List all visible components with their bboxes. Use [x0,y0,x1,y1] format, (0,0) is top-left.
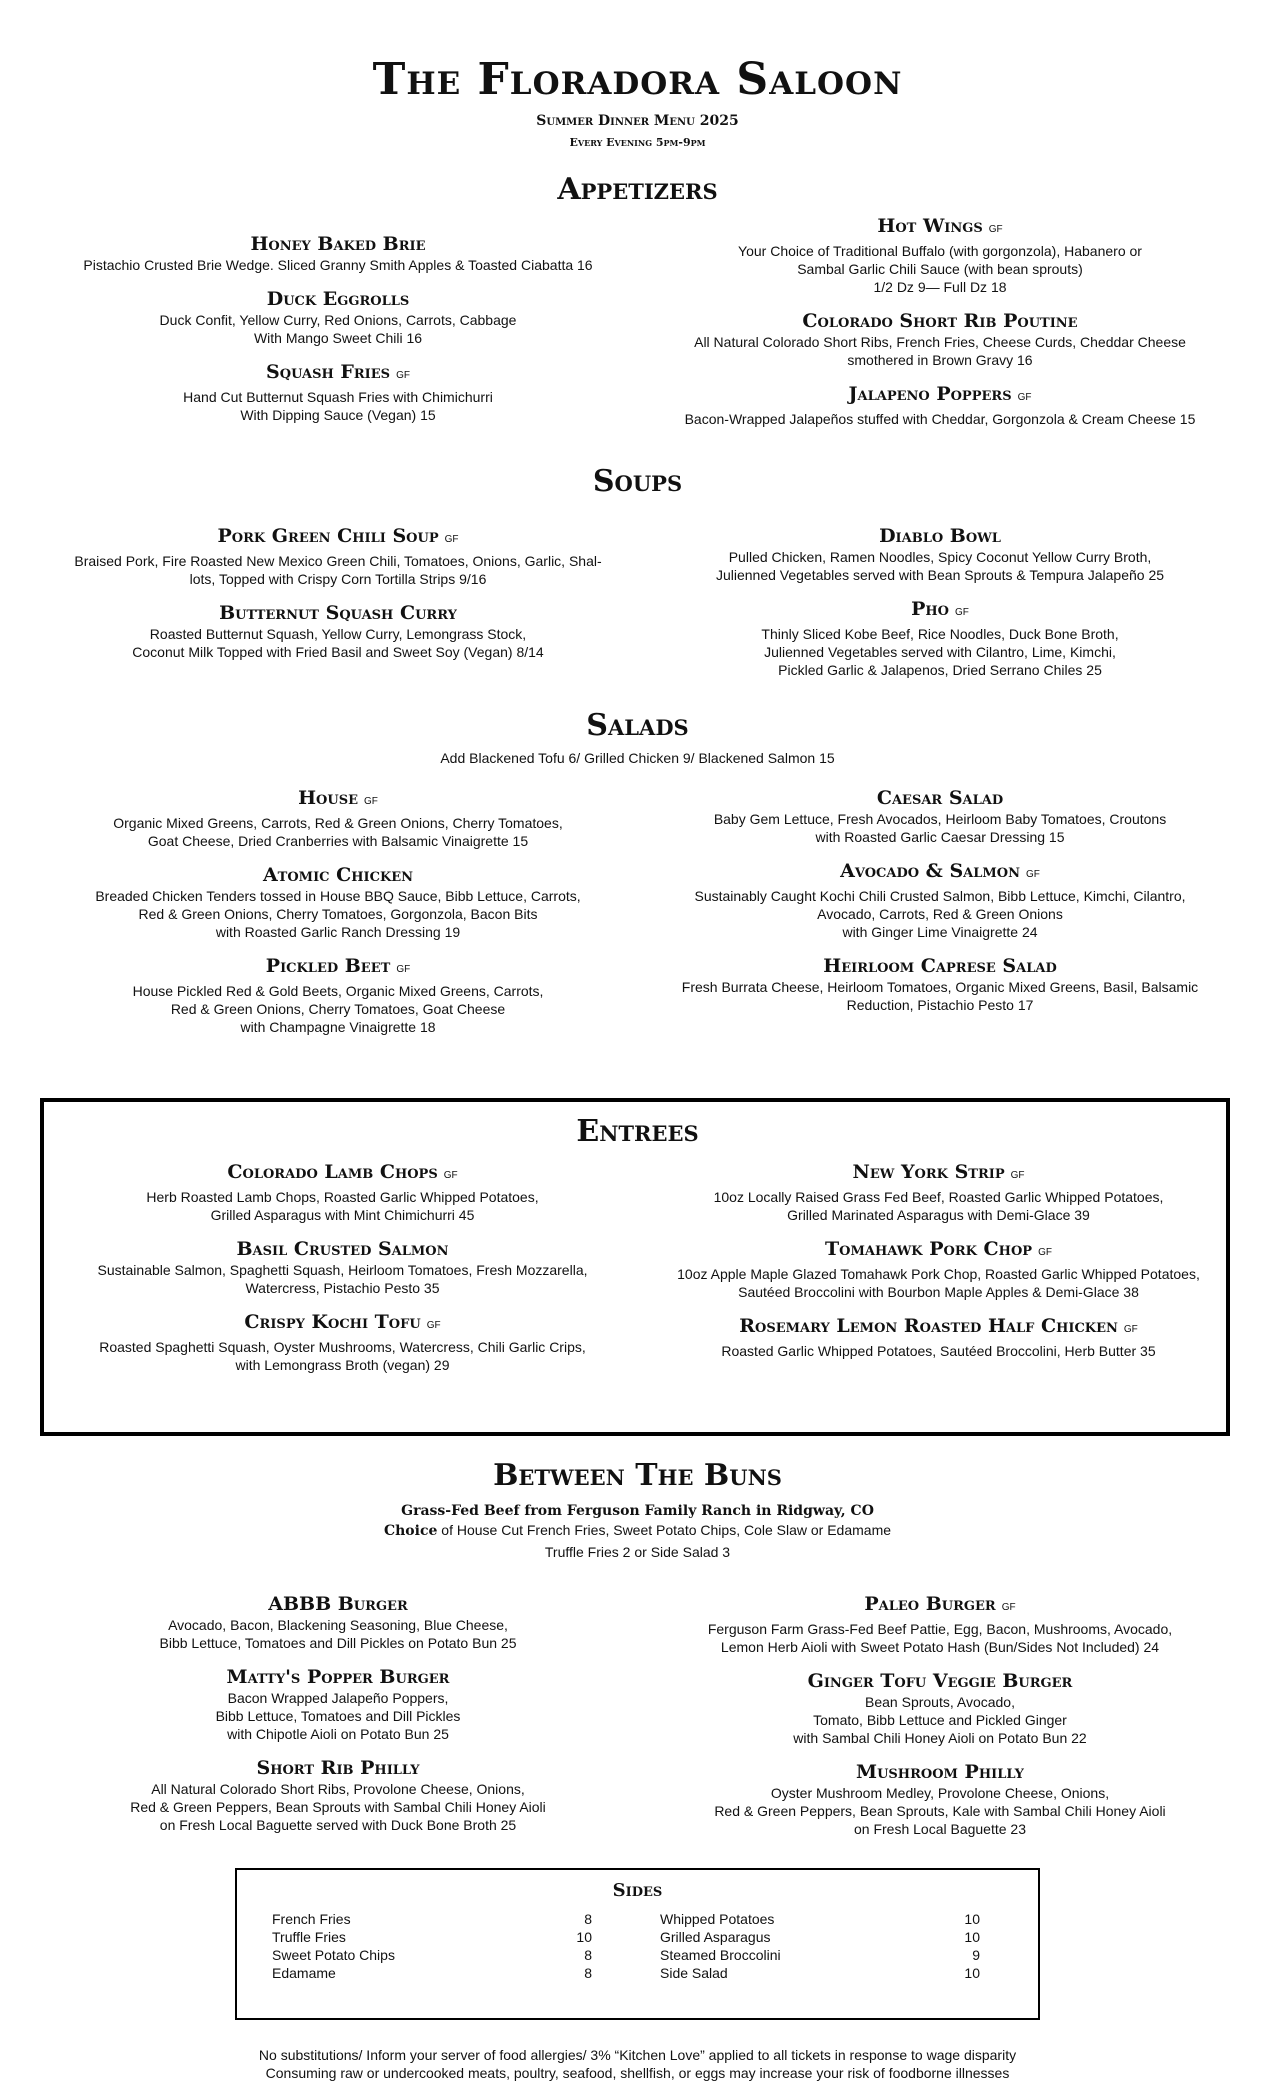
menu-item-description: Organic Mixed Greens, Carrots, Red & Green Onions, Cherry Tomatoes, Goat Cheese, Dried Cranberries with Balsamic Vinaigrette 15 [113,815,563,849]
menu-item-description: 10oz Apple Maple Glazed Tomahawk Pork Chop, Roasted Garlic Whipped Potatoes, Sautéed Broccolini with Bourbon Maple Apples & Demi-Glace 38 [677,1266,1200,1300]
menu-item [55,1237,630,1297]
footer-health-warning: Consuming raw or undercooked meats, poultry, seafood, shellfish, or eggs may increase your risk of foodborne illnesses [265,2065,1010,2081]
side-name: Side Salad [660,1965,728,1981]
menu-item [640,954,1240,1014]
restaurant-title: The Floradora Saloon [372,54,903,105]
menu-item-description: Bacon Wrapped Jalapeño Poppers, Bibb Lettuce, Tomatoes and Dill Pickles with Chipotle Aioli on Potato Bun 25 [215,1690,461,1742]
menu-item-description: Baby Gem Lettuce, Fresh Avocados, Heirloom Baby Tomatoes, Croutons with Roasted Garlic Caesar Dressing 15 [713,811,1167,845]
side-row [272,1910,592,1928]
menu-item [640,1669,1240,1747]
menu-item-name [38,786,638,814]
menu-hours: Every Evening 5pm-9pm [569,136,706,149]
menu-item-title: Pickled Beet [265,955,391,977]
menu-item-description: Breaded Chicken Tenders tossed in House BBQ Sauce, Bibb Lettuce, Carrots, Red & Green Onions, Cherry Tomatoes, Gorgonzola, Bacon Bits with Roasted Garlic Ranch Dressing 19 [95,888,581,940]
menu-item-name [636,1160,1241,1188]
sides-heading: Sides [612,1880,663,1901]
menu-item-name [640,524,1240,548]
menu-subtitle: Summer Dinner Menu 2025 [536,113,739,129]
menu-item-description: House Pickled Red & Gold Beets, Organic Mixed Greens, Carrots, Red & Green Onions, Cherry Tomatoes, Goat Cheese with Champagne Vinaigrette 18 [132,983,544,1035]
buns-heading: Between The Buns [493,1458,782,1493]
menu-item-title: Paleo Burger [864,1593,996,1615]
buns-left-column [38,1592,638,1847]
menu-item-description: Roasted Spaghetti Squash, Oyster Mushrooms, Watercress, Chili Garlic Crips, with Lemongrass Broth (vegan) 29 [99,1339,586,1373]
side-price: 9 [972,1947,980,1963]
menu-item-name [38,601,638,625]
entrees-heading: Entrees [576,1114,699,1149]
gluten-free-badge: GF [1026,869,1040,880]
menu-item-title: Short Rib Philly [256,1757,420,1779]
menu-item-title: Colorado Lamb Chops [227,1161,438,1183]
side-row [660,1964,980,1982]
side-price: 10 [964,1929,980,1945]
menu-item-name [55,1237,630,1261]
menu-item [640,786,1240,846]
menu-item-description: Ferguson Farm Grass-Fed Beef Pattie, Egg, Bacon, Mushrooms, Avocado, Lemon Herb Aioli with Sweet Potato Hash (Bun/Sides Not Included) 24 [707,1621,1173,1655]
salads-right-column [640,786,1240,1027]
entrees-left-column [55,1160,630,1387]
menu-item [640,309,1240,369]
menu-item-title: Colorado Short Rib Poutine [802,310,1078,332]
side-name: Steamed Broccolini [660,1947,781,1963]
menu-item-name [636,1237,1241,1265]
menu-item-title: Squash Fries [266,361,391,383]
menu-item-description: Bean Sprouts, Avocado, Tomato, Bibb Lettuce and Pickled Ginger with Sambal Chili Honey Aioli on Potato Bun 22 [793,1694,1087,1746]
side-price: 10 [576,1929,592,1945]
side-name: Grilled Asparagus [660,1929,771,1945]
menu-item-title: Caesar Salad [876,787,1004,809]
menu-item-name [38,360,638,388]
menu-item [55,1160,630,1224]
entrees-right-column [636,1160,1241,1373]
menu-item-name [640,1760,1240,1784]
menu-item [38,360,638,424]
salads-left-column [38,786,638,1049]
menu-item [640,382,1240,428]
menu-item-name [55,1160,630,1188]
sides-left-list [272,1910,592,1982]
menu-item-name [640,309,1240,333]
menu-item-title: Basil Crusted Salmon [236,1238,449,1260]
menu-item-description: Sustainable Salmon, Spaghetti Squash, Heirloom Tomatoes, Fresh Mozzarella, Watercress, Pistachio Pesto 35 [97,1262,588,1296]
menu-item [640,597,1240,679]
soups-right-column [640,524,1240,692]
menu-item-title: Pho [911,598,949,620]
side-name: Sweet Potato Chips [272,1947,395,1963]
menu-item [640,859,1240,941]
side-name: Truffle Fries [272,1929,346,1945]
menu-item-description: Sustainably Caught Kochi Chili Crusted Salmon, Bibb Lettuce, Kimchi, Cilantro, Avocado, Carrots, Red & Green Onions with Ginger Lime Vinaigrette 24 [694,888,1186,940]
side-row [660,1946,980,1964]
soups-left-column [38,524,638,674]
menu-item [38,863,638,941]
menu-item [38,954,638,1036]
gluten-free-badge: GF [1001,1602,1016,1613]
side-name: French Fries [272,1911,351,1927]
sides-right-list [660,1910,980,1982]
buns-upgrade-line: Truffle Fries 2 or Side Salad 3 [544,1544,731,1560]
menu-item-name [640,1669,1240,1693]
gluten-free-badge: GF [443,1170,458,1181]
menu-item-name [640,382,1240,410]
menu-item-description: Thinly Sliced Kobe Beef, Rice Noodles, Duck Bone Broth, Julienned Vegetables served with Cilantro, Lime, Kimchi, Pickled Garlic & Jalapenos, Dried Serrano Chiles 25 [761,626,1119,678]
menu-item-name [38,287,638,311]
side-row [272,1946,592,1964]
choice-text: of House Cut French Fries, Sweet Potato Chips, Cole Slaw or Edamame [437,1522,892,1538]
menu-item-description: Your Choice of Traditional Buffalo (with gorgonzola), Habanero or Sambal Garlic Chili Sauce (with bean sprouts) 1/2 Dz 9— Full Dz 18 [738,243,1142,295]
menu-item-title: Heirloom Caprese Salad [823,955,1057,977]
menu-item-name [38,1592,638,1616]
menu-item-name [38,524,638,552]
beef-note-text: Grass-Fed Beef from Ferguson Family Ranch in Ridgway, CO [401,1503,874,1519]
menu-item [38,524,638,588]
menu-item-description: Bacon-Wrapped Jalapeños stuffed with Cheddar, Gorgonzola & Cream Cheese 15 [684,411,1196,427]
menu-item [640,1592,1240,1656]
gluten-free-badge: GF [955,607,969,618]
buns-right-column [640,1592,1240,1851]
menu-item-name [38,1665,638,1689]
menu-item [640,524,1240,584]
gluten-free-badge: GF [444,534,459,545]
menu-item-description: Hand Cut Butternut Squash Fries with Chimichurri With Dipping Sauce (Vegan) 15 [183,389,493,423]
menu-item-title: Ginger Tofu Veggie Burger [807,1670,1073,1692]
menu-item [640,214,1240,296]
menu-item-title: Crispy Kochi Tofu [244,1311,421,1333]
menu-item [38,1665,638,1743]
menu-item-name [38,232,638,256]
menu-item-description: Braised Pork, Fire Roasted New Mexico Green Chili, Tomatoes, Onions, Garlic, Shal- lots, Topped with Crispy Corn Tortilla Strips 9/16 [74,553,602,587]
menu-item-title: Diablo Bowl [879,525,1001,547]
side-price: 8 [584,1911,592,1927]
menu-item-description: 10oz Locally Raised Grass Fed Beef, Roasted Garlic Whipped Potatoes, Grilled Marinated Asparagus with Demi-Glace 39 [713,1189,1164,1223]
menu-item-title: Hot Wings [877,215,983,237]
menu-item-description: Pistachio Crusted Brie Wedge. Sliced Granny Smith Apples & Toasted Ciabatta 16 [83,257,593,273]
menu-item [640,1760,1240,1838]
menu-item-description: Oyster Mushroom Medley, Provolone Cheese, Onions, Red & Green Peppers, Bean Sprouts, Kale with Sambal Chili Honey Aioli on Fresh Local Baguette 23 [714,1785,1166,1837]
menu-item [38,232,638,274]
side-row [272,1928,592,1946]
gluten-free-badge: GF [988,224,1003,235]
menu-item-description: Fresh Burrata Cheese, Heirloom Tomatoes, Organic Mixed Greens, Basil, Balsamic Reduction, Pistachio Pesto 17 [681,979,1199,1013]
gluten-free-badge: GF [1038,1247,1052,1258]
menu-item-title: Atomic Chicken [262,864,414,886]
menu-item-title: Rosemary Lemon Roasted Half Chicken [739,1315,1118,1337]
menu-item-description: Avocado, Bacon, Blackening Seasoning, Blue Cheese, Bibb Lettuce, Tomatoes and Dill Pickles on Potato Bun 25 [159,1617,517,1651]
appetizers-left-column [38,232,638,437]
gluten-free-badge: GF [426,1320,441,1331]
side-price: 10 [964,1911,980,1927]
menu-item-description: Pulled Chicken, Ramen Noodles, Spicy Coconut Yellow Curry Broth, Julienned Vegetables served with Bean Sprouts & Tempura Jalapeño 25 [715,549,1165,583]
menu-item [636,1314,1241,1360]
menu-item-name [640,954,1240,978]
menu-item-title: ABBB Burger [268,1593,408,1615]
side-row [272,1964,592,1982]
menu-item-name [636,1314,1241,1342]
menu-item-name [38,954,638,982]
menu-item [636,1160,1241,1224]
menu-item-name [38,863,638,887]
side-price: 10 [964,1965,980,1981]
menu-item [636,1237,1241,1301]
side-price: 8 [584,1965,592,1981]
gluten-free-badge: GF [364,796,378,807]
menu-item-description: Roasted Garlic Whipped Potatoes, Sautéed Broccolini, Herb Butter 35 [721,1343,1156,1359]
menu-item [38,1592,638,1652]
menu-item-title: House [298,787,359,809]
side-row [660,1910,980,1928]
menu-item-name [640,859,1240,887]
menu-item-title: New York Strip [852,1161,1005,1183]
menu-item-title: Tomahawk Pork Chop [825,1238,1033,1260]
menu-item-title: Pork Green Chili Soup [217,525,439,547]
menu-item [38,1756,638,1834]
menu-item [55,1310,630,1374]
side-row [660,1928,980,1946]
side-price: 8 [584,1947,592,1963]
side-name: Edamame [272,1965,336,1981]
salads-add-on-note: Add Blackened Tofu 6/ Grilled Chicken 9/ Blackened Salmon 15 [440,750,835,766]
gluten-free-badge: GF [1123,1324,1138,1335]
menu-item-title: Duck Eggrolls [266,288,410,310]
buns-beef-note [0,1500,1275,1521]
side-name: Whipped Potatoes [660,1911,775,1927]
menu-item [38,287,638,347]
gluten-free-badge: GF [1010,1170,1025,1181]
menu-item-title: Jalapeno Poppers [848,383,1012,405]
menu-item [38,786,638,850]
menu-item-description: Roasted Butternut Squash, Yellow Curry, Lemongrass Stock, Coconut Milk Topped with Fried Basil and Sweet Soy (Vegan) 8/14 [132,626,544,660]
menu-item-name [55,1310,630,1338]
soups-heading: Soups [592,464,683,499]
menu-item-title: Avocado & Salmon [840,860,1020,882]
menu-item-description: Duck Confit, Yellow Curry, Red Onions, Carrots, Cabbage With Mango Sweet Chili 16 [159,312,517,346]
menu-item-name [640,214,1240,242]
gluten-free-badge: GF [1017,392,1032,403]
menu-item-name [38,1756,638,1780]
choice-label: Choice [383,1523,438,1539]
menu-item-title: Mushroom Philly [856,1761,1024,1783]
menu-item-description: All Natural Colorado Short Ribs, Provolone Cheese, Onions, Red & Green Peppers, Bean Sprouts with Sambal Chili Honey Aioli on Fresh Local Baguette served with Duck Bone Broth 25 [130,1781,546,1833]
menu-item-name [640,786,1240,810]
salads-heading: Salads [586,708,689,743]
appetizers-heading: Appetizers [557,172,718,207]
buns-choice-line [0,1520,1275,1541]
gluten-free-badge: GF [396,964,411,975]
menu-item-title: Butternut Squash Curry [219,602,457,624]
menu-item-title: Matty's Popper Burger [226,1666,450,1688]
menu-item-name [640,597,1240,625]
gluten-free-badge: GF [396,370,410,381]
menu-item-description: All Natural Colorado Short Ribs, French Fries, Cheese Curds, Cheddar Cheese smothered in Brown Gravy 16 [694,334,1186,368]
footer-policy: No substitutions/ Inform your server of food allergies/ 3% “Kitchen Love” applied to all tickets in response to wage disparity [258,2047,1017,2063]
menu-item-name [640,1592,1240,1620]
menu-item-title: Honey Baked Brie [250,233,426,255]
appetizers-right-column [640,214,1240,441]
menu-item-description: Herb Roasted Lamb Chops, Roasted Garlic Whipped Potatoes, Grilled Asparagus with Mint Chimichurri 45 [146,1189,539,1223]
menu-item [38,601,638,661]
